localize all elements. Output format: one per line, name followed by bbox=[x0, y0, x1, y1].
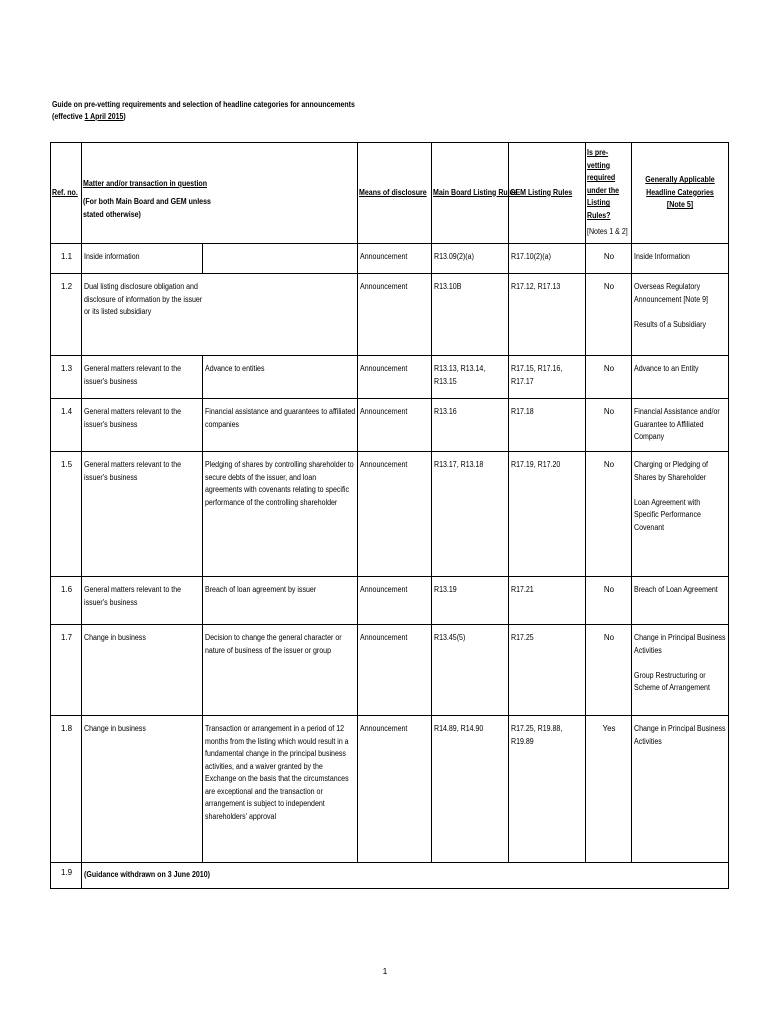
table-row bbox=[51, 452, 729, 577]
table-row bbox=[51, 577, 729, 625]
row-headline: Advance to an Entity bbox=[632, 356, 729, 399]
row-matter: General matters relevant to the issuer's business bbox=[82, 399, 203, 452]
header-headline-note: [Note 5] bbox=[666, 200, 694, 210]
row-means: Announcement bbox=[358, 244, 432, 274]
row-prevetting: Yes bbox=[586, 716, 632, 863]
row-detail: Financial assistance and guarantees to affiliated companies bbox=[203, 399, 358, 452]
row-ref: 1.3 bbox=[51, 356, 82, 399]
row-prevetting: No bbox=[586, 452, 632, 577]
row-ref: 1.4 bbox=[51, 399, 82, 452]
row-main-board-rules: R13.16 bbox=[432, 399, 509, 452]
row-matter: General matters relevant to the issuer's business bbox=[82, 577, 203, 625]
row-withdrawn-note: (Guidance withdrawn on 3 June 2010) bbox=[82, 863, 729, 889]
header-means-label: Means of disclosure bbox=[359, 187, 427, 197]
row-means: Announcement bbox=[358, 625, 432, 716]
row-detail bbox=[203, 244, 358, 274]
row-gem-rules: R17.18 bbox=[509, 399, 586, 452]
row-main-board-rules: R13.17, R13.18 bbox=[432, 452, 509, 577]
row-main-board-rules: R13.45(5) bbox=[432, 625, 509, 716]
header-main-board-label: Main Board Listing Rules bbox=[433, 187, 518, 197]
row-headline: Overseas Regulatory Announcement [Note 9] Results of a Subsidiary bbox=[632, 274, 729, 356]
title-effective-date: 1 April 2015 bbox=[84, 111, 124, 121]
row-main-board-rules: R13.19 bbox=[432, 577, 509, 625]
row-main-board-rules: R13.10B bbox=[432, 274, 509, 356]
row-headline: Change in Principal Business Activities Group Restructuring or Scheme of Arrangement bbox=[632, 625, 729, 716]
row-detail: Pledging of shares by controlling shareholder to secure debts of the issuer, and loan agreements with covenants relating to specific performance of the controlling shareholder bbox=[203, 452, 358, 577]
title-line-2 bbox=[52, 110, 380, 122]
row-matter: Change in business bbox=[82, 716, 203, 863]
row-headline: Charging or Pledging of Shares by Shareholder Loan Agreement with Specific Performance Covenant bbox=[632, 452, 729, 577]
row-ref: 1.9 bbox=[51, 863, 82, 889]
row-matter: General matters relevant to the issuer's business bbox=[82, 356, 203, 399]
row-prevetting: No bbox=[586, 356, 632, 399]
row-prevetting: No bbox=[586, 399, 632, 452]
row-prevetting: No bbox=[586, 244, 632, 274]
header-headline bbox=[632, 143, 729, 244]
row-main-board-rules: R14.89, R14.90 bbox=[432, 716, 509, 863]
table-row bbox=[51, 863, 729, 889]
row-matter: Change in business bbox=[82, 625, 203, 716]
row-ref: 1.6 bbox=[51, 577, 82, 625]
row-headline: Change in Principal Business Activities bbox=[632, 716, 729, 863]
row-main-board-rules: R13.09(2)(a) bbox=[432, 244, 509, 274]
page-number: 1 bbox=[382, 966, 388, 976]
header-matter bbox=[82, 143, 358, 244]
row-detail: Decision to change the general character or nature of business of the issuer or group bbox=[203, 625, 358, 716]
row-ref: 1.1 bbox=[51, 244, 82, 274]
row-ref: 1.8 bbox=[51, 716, 82, 863]
table-header-row bbox=[51, 143, 729, 244]
table-row bbox=[51, 244, 729, 274]
row-gem-rules: R17.10(2)(a) bbox=[509, 244, 586, 274]
row-detail: Transaction or arrangement in a period of 12 months from the listing which would result in a fundamental change in the principal business activities, and a waiver granted by the Exchange on the basis that the circumstances are exceptional and the transaction or arrangement is subject to independent shareholders' approval bbox=[203, 716, 358, 863]
row-gem-rules: R17.21 bbox=[509, 577, 586, 625]
row-headline: Financial Assistance and/or Guarantee to Affiliated Company bbox=[632, 399, 729, 452]
row-means: Announcement bbox=[358, 274, 432, 356]
row-ref: 1.2 bbox=[51, 274, 82, 356]
row-gem-rules: R17.12, R17.13 bbox=[509, 274, 586, 356]
table-row bbox=[51, 399, 729, 452]
header-matter-label: Matter and/or transaction in question bbox=[83, 178, 207, 188]
header-matter-note: (For both Main Board and GEM unless stated otherwise) bbox=[83, 197, 211, 219]
row-means: Announcement bbox=[358, 399, 432, 452]
row-gem-rules: R17.25 bbox=[509, 625, 586, 716]
row-headline-secondary: Loan Agreement with Specific Performance Covenant bbox=[634, 497, 701, 532]
header-main-board bbox=[432, 143, 518, 244]
row-means: Announcement bbox=[358, 356, 432, 399]
row-prevetting: No bbox=[586, 577, 632, 625]
row-prevetting: No bbox=[586, 274, 632, 356]
row-means: Announcement bbox=[358, 716, 432, 863]
row-means: Announcement bbox=[358, 577, 432, 625]
header-ref bbox=[51, 143, 82, 244]
row-matter: Inside information bbox=[82, 244, 203, 274]
row-headline-secondary: Group Restructuring or Scheme of Arrangement bbox=[634, 670, 710, 692]
row-detail: Advance to entities bbox=[203, 356, 358, 399]
guide-table bbox=[50, 142, 729, 889]
header-prevetting bbox=[586, 143, 632, 244]
header-prevetting-question: Is pre-vetting required under the Listing Rules? bbox=[587, 148, 620, 220]
table-row bbox=[51, 356, 729, 399]
header-gem bbox=[509, 143, 586, 244]
row-means: Announcement bbox=[358, 452, 432, 577]
title-line-1: Guide on pre-vetting requirements and selection of headline categories for announcements bbox=[52, 99, 355, 109]
title-effective-prefix: (effective bbox=[52, 111, 85, 121]
document-title bbox=[52, 98, 380, 122]
header-ref-label: Ref. no. bbox=[52, 187, 78, 197]
row-ref: 1.7 bbox=[51, 625, 82, 716]
row-prevetting: No bbox=[586, 625, 632, 716]
row-ref: 1.5 bbox=[51, 452, 82, 577]
header-headline-label: Generally Applicable Headline Categories bbox=[645, 175, 715, 197]
header-gem-label: GEM Listing Rules bbox=[510, 187, 573, 197]
title-effective-suffix: ) bbox=[123, 111, 126, 121]
header-means bbox=[358, 143, 432, 244]
row-matter: General matters relevant to the issuer's business bbox=[82, 452, 203, 577]
row-headline: Inside Information bbox=[632, 244, 729, 274]
table-row bbox=[51, 274, 729, 356]
row-detail: Breach of loan agreement by issuer bbox=[203, 577, 358, 625]
row-gem-rules: R17.15, R17.16, R17.17 bbox=[509, 356, 586, 399]
row-headline-secondary: Results of a Subsidiary bbox=[634, 319, 707, 329]
header-prevetting-notes: [Notes 1 & 2] bbox=[587, 227, 628, 237]
row-main-board-rules: R13.13, R13.14, R13.15 bbox=[432, 356, 509, 399]
row-matter: Dual listing disclosure obligation and disclosure of information by the issuer or its listed subsidiary bbox=[82, 274, 358, 356]
row-headline: Breach of Loan Agreement bbox=[632, 577, 729, 625]
row-gem-rules: R17.25, R19.88, R19.89 bbox=[509, 716, 586, 863]
table-row bbox=[51, 716, 729, 863]
row-gem-rules: R17.19, R17.20 bbox=[509, 452, 586, 577]
table-row bbox=[51, 625, 729, 716]
